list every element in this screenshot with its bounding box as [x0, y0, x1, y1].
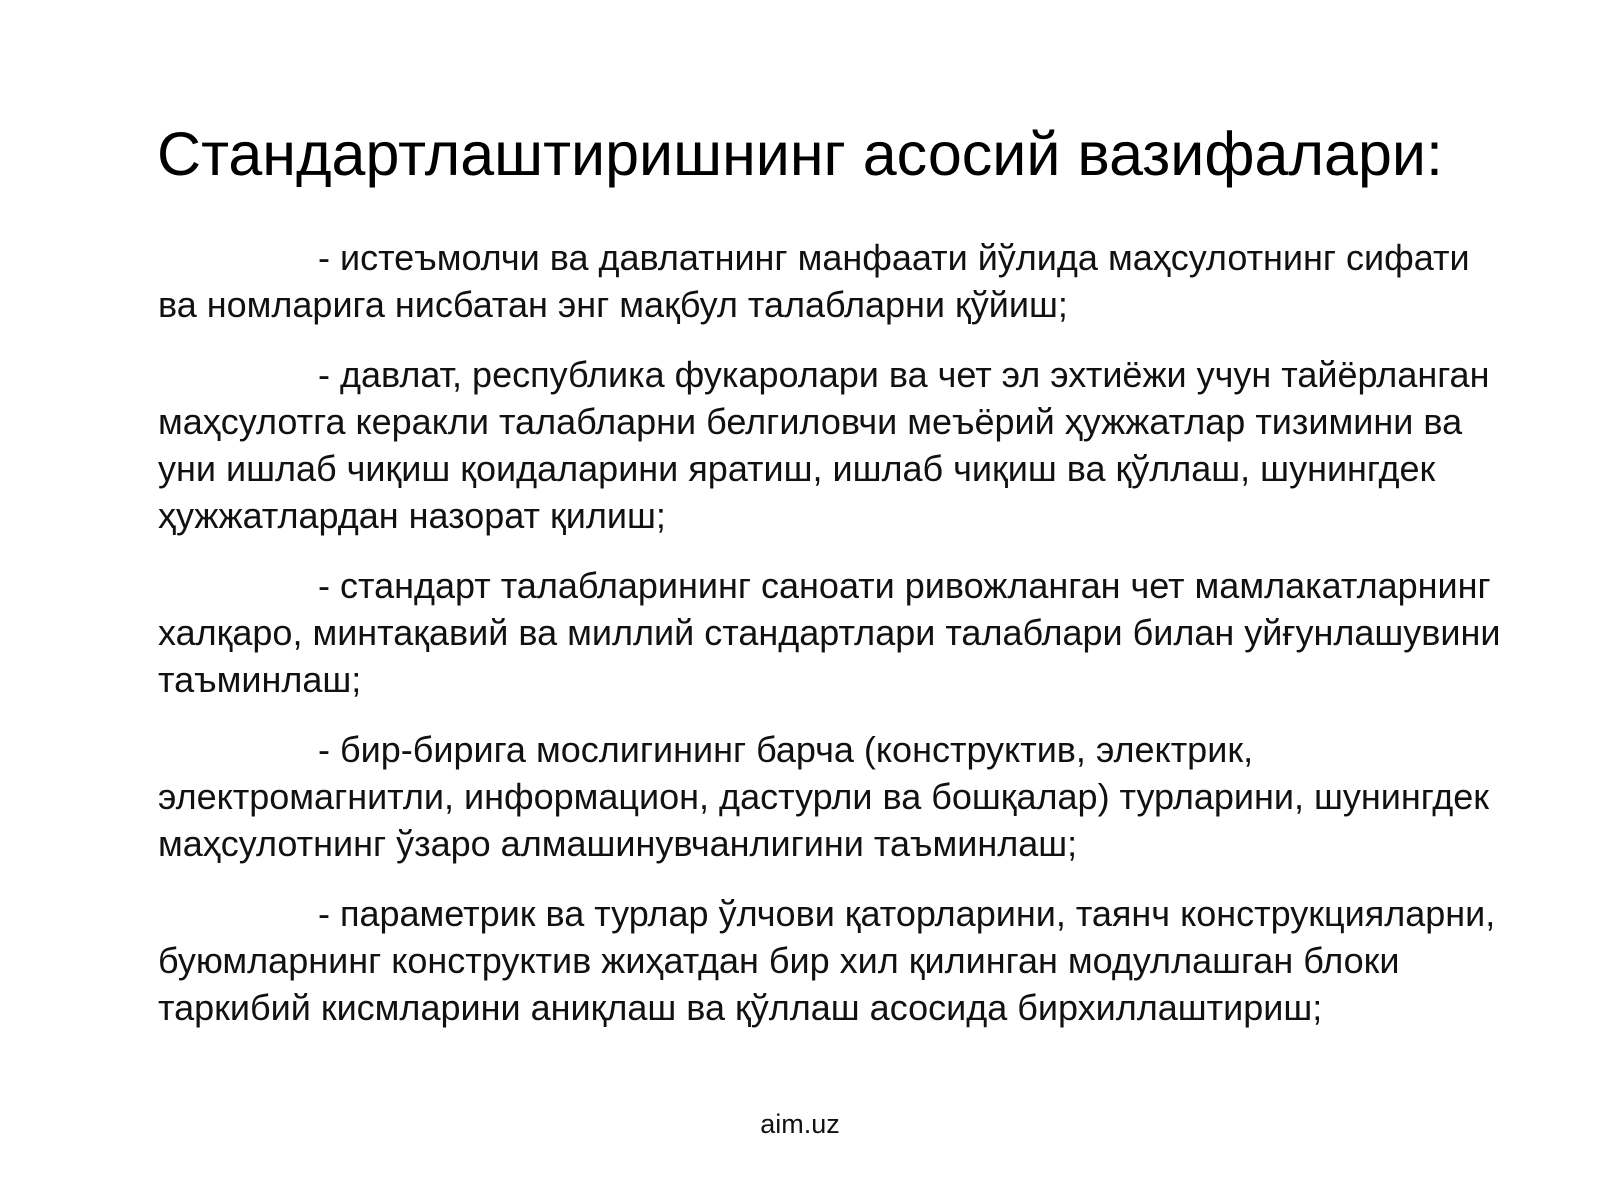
slide-title: Стандартлаштиришнинг асосий вазифалари: [157, 120, 1443, 188]
list-item: - параметрик ва турлар ўлчови қаторларини, таянч конструкцияларни, буюмларнинг конструктив жиҳатдан бир хил қилинган модуллашган блоки таркибий кисмларини аниқлаш ва қўллаш асосида бирхиллаштириш; [158, 893, 1496, 1028]
task-list [158, 234, 1508, 1054]
list-item: - стандарт талабларининг саноати ривожланган чет мамлакатларнинг халқаро, минтақавий ва миллий стандартлари талаблари билан уйғунлашувини таъминлаш; [158, 565, 1501, 700]
list-item: - истеъмолчи ва давлатнинг манфаати йўлида маҳсулотнинг сифати ва номларига нисбатан энг мақбул талабларни қўйиш; [158, 237, 1470, 325]
list-item: - бир-бирига мослигининг барча (конструктив, электрик, электромагнитли, информацион, дастурли ва бошқалар) турларини, шунингдек маҳсулотнинг ўзаро алмашинувчанлигини таъминлаш; [158, 729, 1490, 864]
list-item: - давлат, республика фукаролари ва чет эл эхтиёжи учун тайёрланган маҳсулотга керакли талабларни белгиловчи меъёрий ҳужжатлар тизимини ва уни ишлаб чиқиш қоидаларини яратиш, ишлаб чиқиш ва қўллаш, шунингдек ҳужжатлардан назорат қилиш; [158, 354, 1490, 536]
source-footer: aim.uz [760, 1109, 840, 1139]
